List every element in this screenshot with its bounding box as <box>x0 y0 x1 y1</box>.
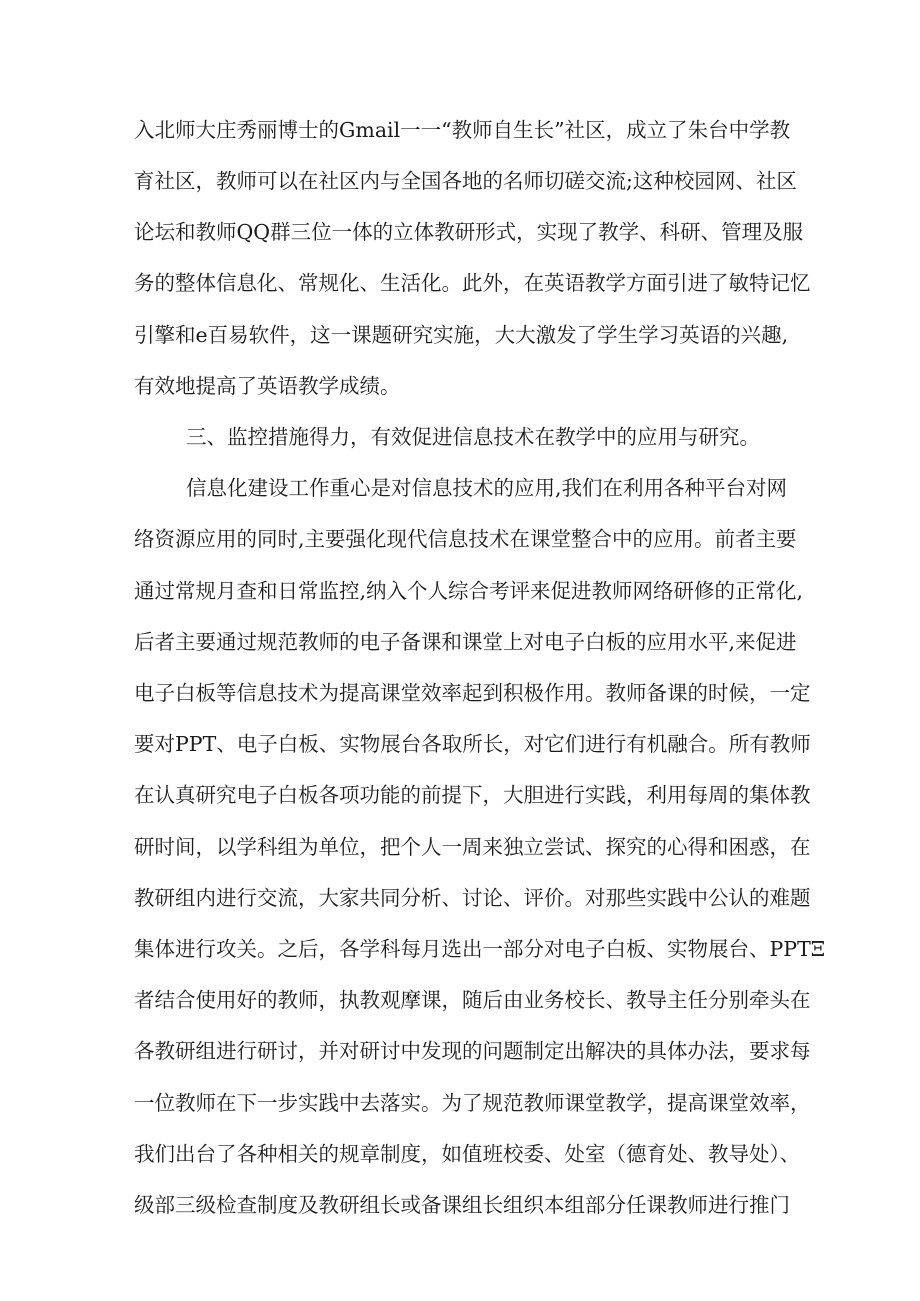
text-line: 集体进行攻关。之后，各学科每月选出一部分对电子白板、实物展台、PPTΞ <box>134 937 826 961</box>
text-line: 信息化建设工作重心是对信息技术的应用,我们在利用各种平台对网 <box>186 476 788 500</box>
text-line: 有效地提高了英语教学成绩。 <box>134 374 401 398</box>
section-heading: 三、监控措施得力，有效促进信息技术在教学中的应用与研究。 <box>186 425 760 449</box>
text-line: 一位教师在下一步实践中去落实。为了规范教师课堂教学，提高课堂效率， <box>134 1091 811 1115</box>
text-line: 络资源应用的同时,主要强化现代信息技术在课堂整合中的应用。前者主要 <box>134 527 797 551</box>
text-line: 通过常规月查和日常监控,纳入个人综合考评来促进教师网络研修的正常化, <box>134 579 804 603</box>
text-line: 教研组内进行交流，大家共同分析、讨论、评价。对那些实践中公认的难题 <box>134 886 811 910</box>
text-line: 各教研组进行研讨，并对研讨中发现的问题制定出解决的具体办法，要求每 <box>134 1039 811 1063</box>
text-line: 电子白板等信息技术为提高课堂效率起到积极作用。教师备课的时候，一定 <box>134 681 811 705</box>
text-line: 我们出台了各种相关的规章制度，如值班校委、处室（德育处、教导处）、 <box>134 1142 801 1166</box>
text-line: 入北师大庄秀丽博士的Gmail一一“教师自生长”社区，成立了朱台中学教 <box>134 118 791 142</box>
text-line: 务的整体信息化、常规化、生活化。此外，在英语教学方面引进了敏特记忆 <box>134 271 811 295</box>
text-line: 论坛和教师QQ群三位一体的立体教研形式，实现了教学、科研、管理及服 <box>134 220 804 244</box>
text-line: 要对PPT、电子白板、实物展台各取所长，对它们进行有机融合。所有教师 <box>134 732 811 756</box>
text-line: 级部三级检查制度及教研组长或备课组长组织本组部分任课教师进行推门 <box>134 1193 790 1217</box>
text-line: 研时间，以学科组为单位，把个人一周来独立尝试、探究的心得和困惑，在 <box>134 835 811 859</box>
text-line: 育社区，教师可以在社区内与全国各地的名师切磋交流;这种校园网、社区 <box>134 169 797 193</box>
text-line: 在认真研究电子白板各项功能的前提下，大胆进行实践，利用每周的集体教 <box>134 783 811 807</box>
text-line: 后者主要通过规范教师的电子备课和课堂上对电子白板的应用水平,来促进 <box>134 630 797 654</box>
text-line: 者结合使用好的教师，执教观摩课，随后由业务校长、教导主任分别牵头在 <box>134 988 811 1012</box>
text-line: 引擎和e百易软件，这一课题研究实施，大大激发了学生学习英语的兴趣, <box>134 323 789 347</box>
